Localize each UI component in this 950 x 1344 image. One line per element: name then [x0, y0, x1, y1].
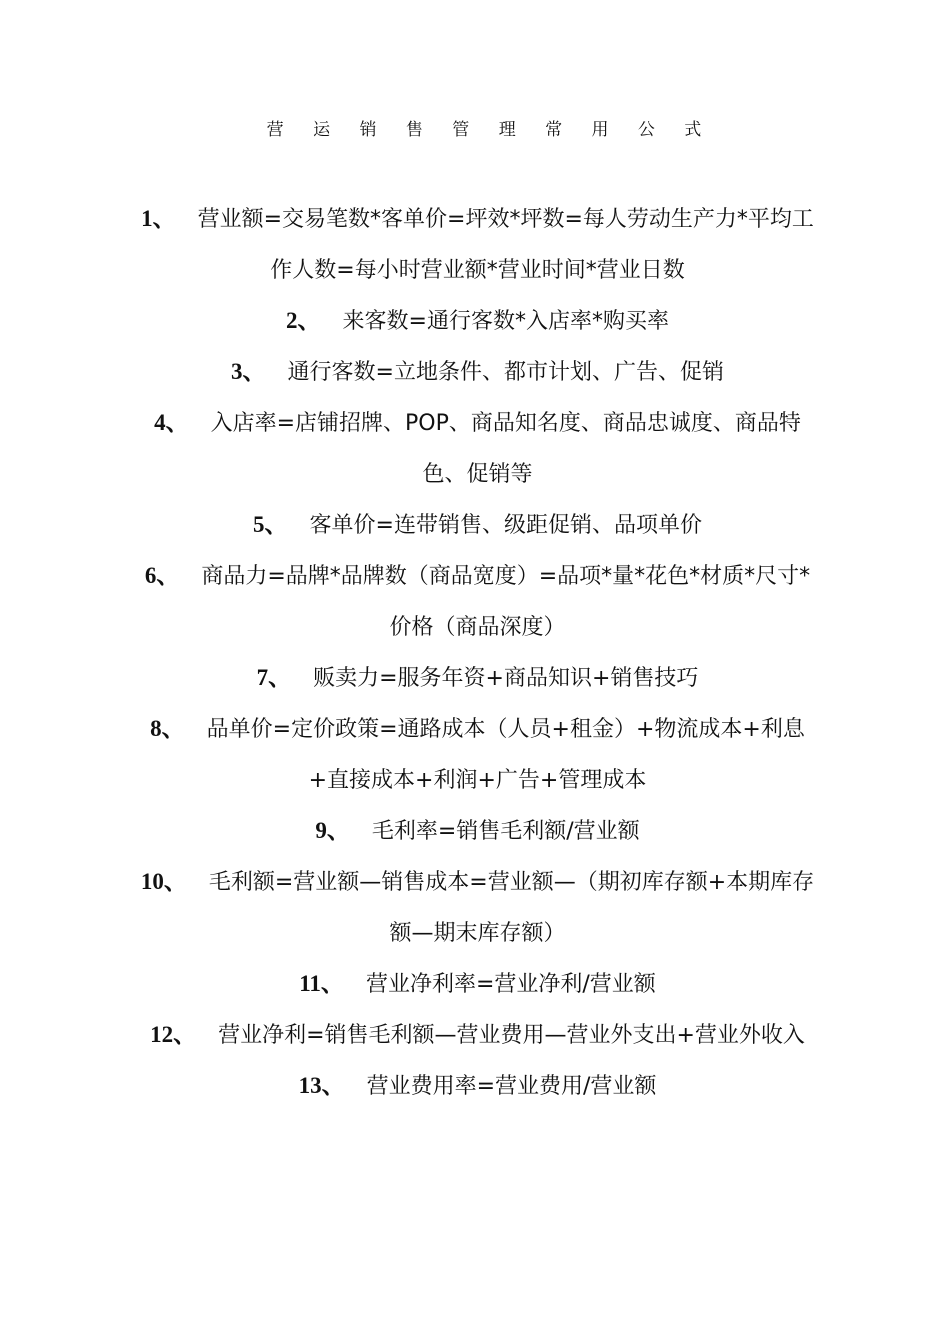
formula-number: 5、: [253, 512, 288, 537]
formula-number: 13、: [298, 1073, 345, 1098]
formula-number: 6、: [144, 563, 180, 588]
formula-item: [135, 551, 820, 653]
formula-list: [135, 194, 820, 1112]
formula-number: 10、: [140, 869, 187, 894]
formula-number: 4、: [154, 410, 189, 435]
formula-item: [135, 500, 820, 551]
formula-number: 3、: [231, 359, 266, 384]
formula-number: 2、: [286, 308, 321, 333]
formula-item: [135, 296, 820, 347]
formula-number: 12、: [150, 1022, 197, 1047]
formula-text: 营业净利率=营业净利/营业额: [365, 972, 656, 997]
formula-text: 毛利率=销售毛利额/营业额: [371, 819, 640, 844]
formula-number: 11、: [299, 971, 344, 996]
formula-text: 客单价=连带销售、级距促销、品项单价: [309, 513, 702, 538]
formula-item: [135, 704, 820, 806]
formula-item: [135, 857, 820, 959]
formula-item: [135, 347, 820, 398]
formula-text: 毛利额=营业额—销售成本=营业额—（期初库存额+本期库存额—期末库存额）: [208, 870, 815, 946]
formula-item: [135, 806, 820, 857]
formula-text: 通行客数=立地条件、都市计划、广告、促销: [287, 360, 724, 385]
formula-text: 营业额=交易笔数*客单价=坪效*坪数=每人劳动生产力*平均工作人数=每小时营业额*营业时间*营业日数: [197, 207, 814, 283]
formula-number: 1、: [141, 206, 176, 231]
formula-item: [135, 398, 820, 500]
formula-text: 贩卖力=服务年资+商品知识+销售技巧: [313, 666, 699, 691]
formula-item: [135, 194, 820, 296]
formula-item: [135, 959, 820, 1010]
formula-item: [135, 1010, 820, 1061]
formula-text: 营业净利=销售毛利额—营业费用—营业外支出+营业外收入: [218, 1023, 805, 1048]
formula-item: [135, 1061, 820, 1112]
formula-text: 入店率=店铺招牌、POP、商品知名度、商品忠诚度、商品特色、促销等: [210, 411, 801, 487]
formula-text: 营业费用率=营业费用/营业额: [366, 1074, 657, 1099]
formula-text: 来客数=通行客数*入店率*购买率: [342, 309, 669, 334]
formula-number: 8、: [150, 716, 185, 741]
formula-number: 7、: [256, 665, 292, 690]
formula-item: [135, 653, 820, 704]
formula-text: 商品力=品牌*品牌数（商品宽度）=品项*量*花色*材质*尺寸*价格（商品深度）: [201, 564, 811, 640]
formula-text: 品单价=定价政策=通路成本（人员+租金）+物流成本+利息+直接成本+利润+广告+管理成本: [206, 717, 805, 793]
formula-number: 9、: [315, 818, 350, 843]
page-title: 营 运 销 售 管 理 常 用 公 式: [266, 120, 714, 140]
